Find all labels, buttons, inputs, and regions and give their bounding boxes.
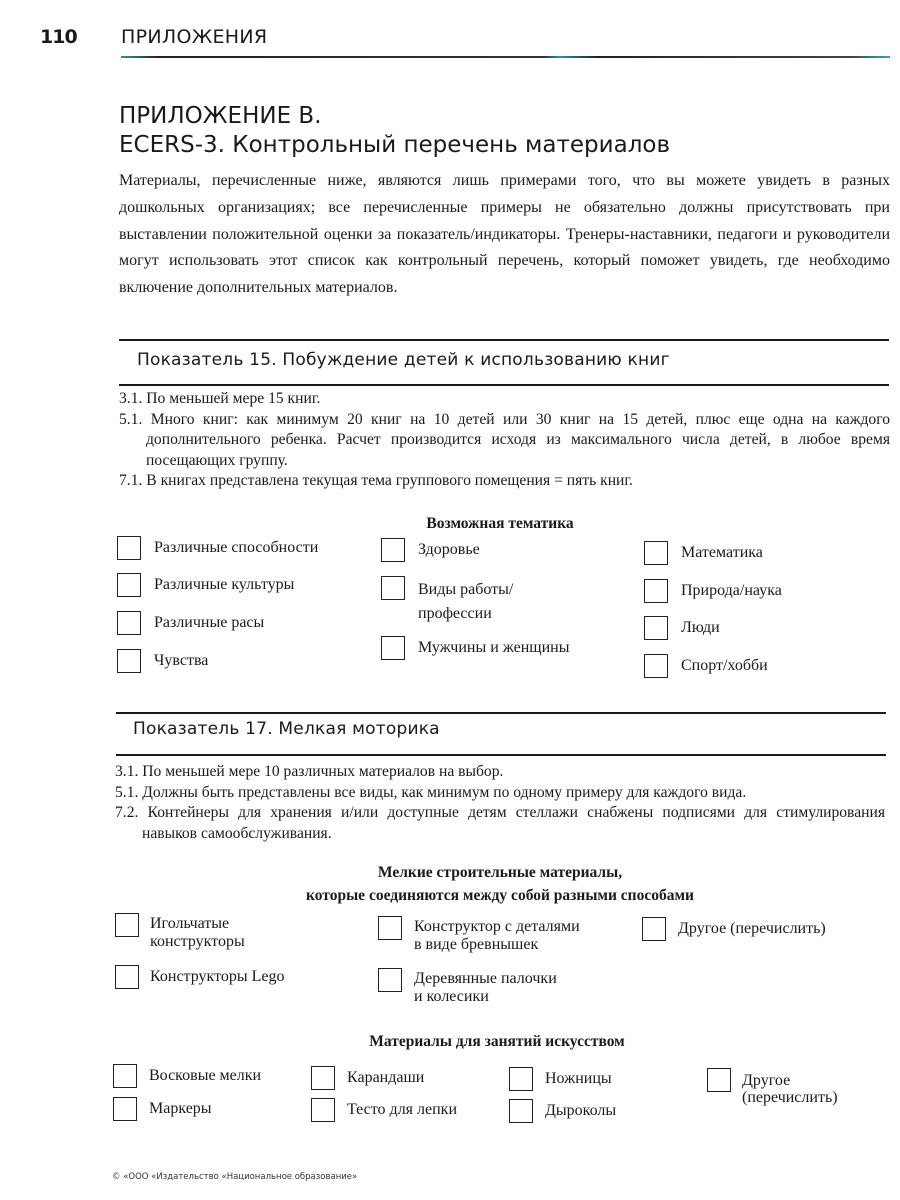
checkbox[interactable]: [707, 1068, 731, 1092]
checkbox[interactable]: [311, 1066, 335, 1090]
checkbox-label: Дыроколы: [545, 1102, 617, 1119]
checkbox-item[interactable]: [642, 917, 826, 941]
checkbox[interactable]: [117, 649, 141, 673]
checkbox[interactable]: [381, 636, 405, 660]
checkbox-item[interactable]: [311, 1066, 424, 1090]
section17-criteria: [115, 762, 885, 844]
checkbox-label: Игольчатые конструкторы: [150, 915, 245, 950]
checkbox[interactable]: [644, 654, 668, 678]
checkbox-item[interactable]: [644, 541, 763, 565]
checkbox[interactable]: [644, 616, 668, 640]
checkbox-item[interactable]: [115, 913, 245, 951]
criterion-7-2: 7.2. Контейнеры для хранения и/или доступные детям стеллажи снабжены подписями для стимулирования навыков самообслуживания.: [115, 804, 885, 842]
checkbox-label: Спорт/хобби: [681, 657, 768, 674]
checkbox-item[interactable]: [644, 616, 720, 640]
checkbox[interactable]: [117, 573, 141, 597]
checkbox-item[interactable]: [117, 649, 208, 673]
section15-top-rule: [119, 339, 889, 341]
checkbox-label: Деревянные палочки и колесики: [414, 970, 557, 1005]
checkbox[interactable]: [644, 579, 668, 603]
criterion-5-1: 5.1. Много книг: как минимум 20 книг на 10 детей или 30 книг на 15 детей, плюс еще одна на каждого дополнительного ребенка. Расчет производится исходя из максимального числа детей, в любое время посещающих группу.: [119, 410, 890, 469]
checkbox-item[interactable]: [707, 1068, 838, 1106]
section15-criteria: [119, 389, 890, 492]
checkbox-label: Люди: [681, 619, 720, 636]
checkbox-label: Чувства: [154, 652, 209, 669]
topics-group-title: Возможная тематика: [426, 515, 574, 532]
appendix-title: [119, 102, 670, 160]
checkbox-item[interactable]: [311, 1098, 457, 1122]
checkbox-label: Маркеры: [149, 1100, 212, 1117]
checkbox-item[interactable]: [381, 636, 569, 660]
checkbox-label: Различные способности: [154, 539, 319, 556]
checkbox-label: Ножницы: [545, 1070, 612, 1087]
checkbox-label: Карандаши: [347, 1069, 425, 1086]
copyright-footer: © «ООО «Издательство «Национальное образование»: [112, 1172, 358, 1182]
checkbox[interactable]: [117, 611, 141, 635]
art-materials-group-title: Материалы для занятий искусством: [369, 1033, 625, 1050]
criterion-7-1: 7.1. В книгах представлена текущая тема группового помещения = пять книг.: [119, 472, 633, 489]
section15-bottom-rule: [119, 384, 889, 386]
checkbox-item[interactable]: [378, 968, 557, 1006]
checkbox-item[interactable]: [117, 573, 294, 597]
checkbox[interactable]: [113, 1097, 137, 1121]
checkbox-label: Здоровье: [418, 541, 480, 558]
checkbox-label: Тесто для лепки: [347, 1101, 458, 1118]
checkbox-item[interactable]: [509, 1067, 612, 1091]
checkbox[interactable]: [117, 536, 141, 560]
checkbox-item[interactable]: [644, 579, 782, 603]
checkbox-item[interactable]: [113, 1064, 261, 1088]
checkbox-item[interactable]: [378, 916, 580, 954]
running-head: ПРИЛОЖЕНИЯ: [121, 26, 268, 48]
building-materials-group-title: Мелкие строительные материалы, которые соединяются между собой разными способами: [306, 864, 694, 904]
section15-title: Показатель 15. Побуждение детей к использованию книг: [137, 350, 670, 370]
appendix-title-line1: ПРИЛОЖЕНИЕ В.: [119, 103, 322, 129]
checkbox[interactable]: [381, 576, 405, 600]
checkbox-item[interactable]: [509, 1099, 616, 1123]
criterion-3-1: 3.1. По меньшей мере 15 книг.: [119, 390, 321, 407]
checkbox-item[interactable]: [381, 576, 513, 626]
checkbox[interactable]: [113, 1064, 137, 1088]
checkbox[interactable]: [644, 541, 668, 565]
checkbox[interactable]: [115, 965, 139, 989]
checkbox-item[interactable]: [117, 536, 318, 560]
section17-top-rule: [116, 712, 886, 714]
page-number: 110: [40, 26, 77, 48]
checkbox-label: Мужчины и женщины: [418, 639, 570, 656]
criterion-5-1: 5.1. Должны быть представлены все виды, как минимум по одному примеру для каждого вида.: [115, 783, 747, 801]
checkbox-item[interactable]: [117, 611, 264, 635]
checkbox-label: Математика: [681, 544, 763, 561]
checkbox-label: Другое (перечислить): [742, 1072, 838, 1106]
checkbox[interactable]: [642, 917, 666, 941]
checkbox[interactable]: [378, 968, 402, 992]
checkbox-label: Различные расы: [154, 614, 265, 631]
section17-title: Показатель 17. Мелкая моторика: [133, 719, 440, 739]
checkbox[interactable]: [509, 1099, 533, 1123]
header-rule: [121, 56, 890, 58]
checkbox[interactable]: [115, 913, 139, 937]
section17-bottom-rule: [116, 754, 886, 756]
intro-paragraph: Материалы, перечисленные ниже, являются лишь примерами того, что вы можете увидеть в разных дошкольных организациях; все перечисленные примеры не обязательно должны присутствовать при выставлении положительной оценки за показатель/индикаторы. Тренеры-наставники, педагоги и руководители могут использовать этот список как контрольный перечень, который поможет увидеть, где необходимо включение дополнительных материалов.: [119, 172, 890, 297]
checkbox-label: Конструкторы Lego: [150, 968, 285, 985]
checkbox[interactable]: [509, 1067, 533, 1091]
checkbox[interactable]: [378, 916, 402, 940]
checkbox-label: Конструктор с деталями в виде бревнышек: [414, 918, 580, 953]
checkbox[interactable]: [381, 538, 405, 562]
checkbox-label: Различные культуры: [154, 576, 295, 593]
checkbox-label: Природа/наука: [681, 582, 782, 599]
criterion-3-1: 3.1. По меньшей мере 10 различных материалов на выбор.: [115, 763, 504, 780]
checkbox-item[interactable]: [113, 1097, 212, 1121]
checkbox-item[interactable]: [115, 965, 284, 989]
checkbox-item[interactable]: [381, 538, 480, 562]
checkbox-label: Виды работы/ профессии: [418, 581, 514, 622]
checkbox-item[interactable]: [644, 654, 768, 678]
checkbox-label: Восковые мелки: [149, 1067, 262, 1084]
appendix-title-line2: ECERS-3. Контрольный перечень материалов: [119, 132, 671, 158]
checkbox-label: Другое (перечислить): [678, 920, 826, 937]
checkbox[interactable]: [311, 1098, 335, 1122]
